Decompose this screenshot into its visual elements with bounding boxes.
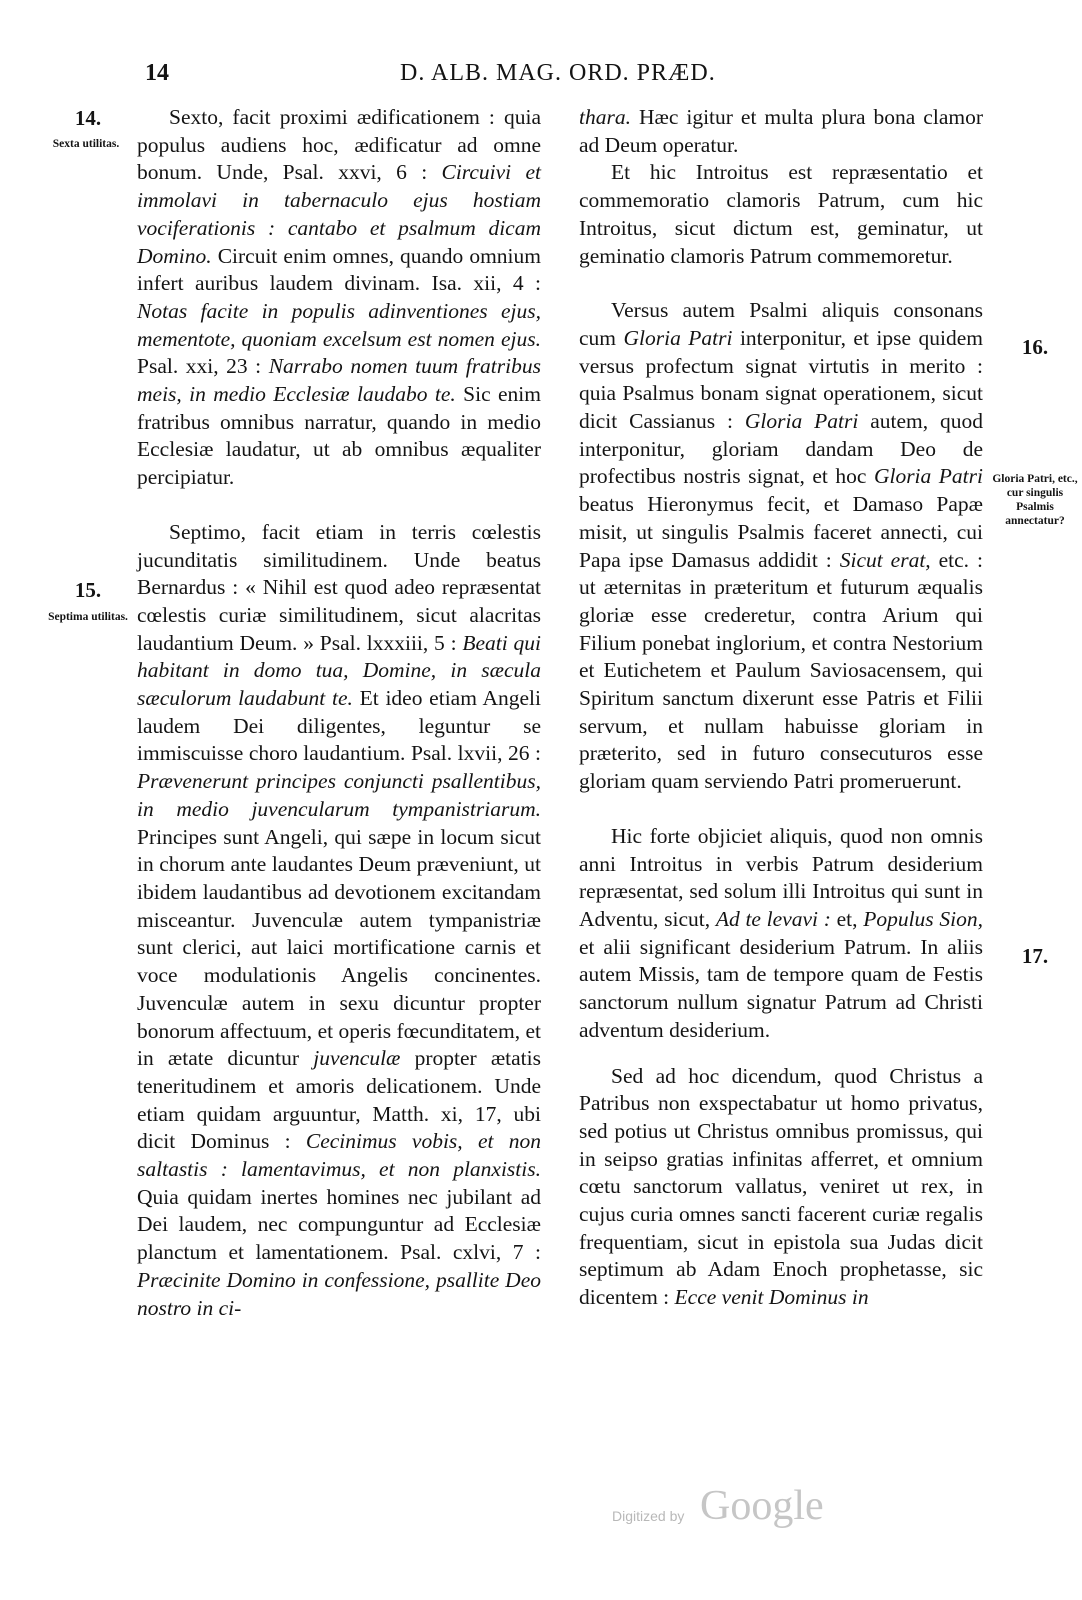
text-run: Septimo, facit etiam in terris cœlestis jucunditatis similitudinem. Unde beatus Bernardus : « Nihil est quod adeo repræsentat cœlestis curiæ similitudinem, sicut alacritas laudantium Deum. » Psal. lxxxiii, 5 : bbox=[137, 519, 541, 655]
paragraph-gap bbox=[579, 796, 983, 823]
digitized-by-label: Digitized by bbox=[612, 1508, 685, 1524]
paragraph-septimo bbox=[137, 519, 541, 1322]
digitized-watermark bbox=[612, 1482, 872, 1532]
quotation: Notas facite in populis adinventiones ejus, mementote, quoniam excelsum est nomen ejus. bbox=[137, 298, 541, 351]
quotation: Circuivi et immolavi in tabernaculo ejus hostiam vociferationis : cantabo et psalmum dicam Domino. bbox=[137, 160, 541, 268]
text-run: Sed ad hoc dicendum, quod Christus a Patribus non exspectabatur ut homo privatus, sed potius ut Christus omnibus promissus, qui in seipso gratias infinitas afferret, et omnium cœtu sanctorum vallatus, veniret ut rex, in cujus curia omnes sancti facerent curiæ regalis frequentiam, sicut in epistola sua Judas dicit septimum ab Adam Enoch prophetasse, sic dicentem : bbox=[579, 1063, 983, 1310]
paragraph-continuation bbox=[579, 104, 983, 159]
quotation: Prævenerunt principes conjuncti psallentibus, in medio juvencularum tympanistriarum. bbox=[137, 769, 541, 821]
quotation: Gloria Patri bbox=[623, 325, 733, 350]
paragraph-gap bbox=[137, 492, 541, 519]
text-run: Psal. xxi, 23 : bbox=[137, 354, 269, 379]
text-run: interponitur, et ipse quidem versus profectum signat virtutis in merito : quia Psalmus bonam signat operationem, sicut dicit Cassianus : bbox=[579, 325, 983, 434]
margin-note-sexta-utilitas: Sexta utilitas. bbox=[52, 138, 120, 150]
quotation: Gloria Patri bbox=[744, 409, 859, 434]
text-run: Et ideo etiam Angeli laudem Dei diligentes, leguntur se immiscuisse choro laudantium. Psal. lxvii, 26 : bbox=[137, 686, 541, 766]
paragraph-responsio bbox=[579, 1063, 983, 1312]
margin-note-gloria-patri: Gloria Patri, etc., cur singulis Psalmis annectatur? bbox=[992, 473, 1078, 527]
paragraph-objiciet bbox=[579, 823, 983, 1045]
paragraph-gap bbox=[579, 1045, 983, 1063]
text-run: Principes sunt Angeli, qui sæpe in locum sicut in chorum ante laudantes Deum præveniunt, ut ibidem laudantibus ad devotionem excitandam misceantur. Juvenculæ autem tympanistriæ sunt clerici, aut laici mortificatione carnis et voce modulationis Angelis concinentes. Juvenculæ autem in sexu dicuntur propter bonorum affectuum, et operis fœcunditatem, et in ætate dicuntur bbox=[137, 824, 541, 1071]
paragraph-versus bbox=[579, 297, 983, 796]
section-number-17: 17. bbox=[1021, 944, 1049, 968]
text-run: Circuit enim omnes, quando omnium infert auribus laudem divinam. Isa. xii, 4 : bbox=[137, 243, 541, 296]
text-run: Quia quidam inertes homines nec jubilant ad Dei laudem, nec compunguntur ad Ecclesiæ planctum et lamentationem. Psal. cxlvi, 7 : bbox=[137, 1184, 541, 1265]
quotation: Ad te levavi : bbox=[715, 906, 831, 931]
text-run: Hæc igitur et multa plura bona clamor ad Deum operatur. bbox=[579, 105, 983, 157]
margin-note-septima-utilitas: Septima utilitas. bbox=[48, 611, 128, 623]
section-number-14: 14. bbox=[74, 106, 102, 130]
quotation: Ecce venit Dominus in bbox=[674, 1285, 869, 1310]
quotation: Beati qui habitant in domo tua, Domine, in sæcula sæculorum laudabunt te. bbox=[137, 630, 541, 711]
section-number-16: 16. bbox=[1021, 335, 1049, 359]
paragraph-gap bbox=[579, 270, 983, 297]
text-run: autem, quod interponitur, gloriam dandam Deo de profectibus nostris signat, et hoc bbox=[579, 409, 983, 489]
running-header bbox=[0, 58, 1082, 98]
section-number-15: 15. bbox=[74, 578, 102, 602]
quotation: juvenculæ bbox=[313, 1046, 401, 1071]
text-run: beatus Hieronymus fecit, et Damaso Papæ misit, ut singulis Psalmis faceret annecti, cui Papa ipse Damasus addidit : bbox=[579, 492, 983, 572]
text-run: et, bbox=[830, 906, 864, 931]
text-run: Sexto, facit proximi ædificationem : quia populus audiens hoc, ædificatur ad omne bonum. Unde, Psal. xxvi, 6 : bbox=[137, 105, 541, 185]
paragraph-introitus: Et hic Introitus est repræsentatio et commemoratio clamoris Patrum, cum hic Introitus, sicut dictum est, geminatur, ut geminatio clamoris Patrum commemoretur. bbox=[579, 160, 983, 268]
right-column bbox=[579, 104, 983, 1312]
quotation: Populus Sion, bbox=[863, 906, 983, 931]
quotation: Gloria Patri bbox=[873, 464, 983, 489]
quotation: Cecinimus vobis, et non saltastis : lamentavimus, et non planxistis. bbox=[137, 1129, 542, 1182]
quotation: Narrabo nomen tuum fratribus meis, in medio Ecclesiæ laudabo te. bbox=[137, 354, 541, 407]
text-run: Hic forte objiciet aliquis, quod non omnis anni Introitus in verbis Patrum desiderium repræsentat, sed solum illi Introitus qui sunt in Adventu, sicut, bbox=[579, 823, 983, 931]
text-run: Sic enim fratribus omnibus narratur, quando in medio Ecclesiæ laudatur, ut ab omnibus æqualiter percipiatur. bbox=[137, 382, 541, 490]
quotation: Præcinite Domino in confessione, psallite Deo nostro in ci- bbox=[137, 1267, 541, 1320]
text-run: et alii significant desiderium Patrum. In aliis autem Missis, tam de tempore quam de Festis sanctorum nullum signatur Patrum ad Christi adventum desiderium. bbox=[579, 934, 983, 1042]
text-run: etc. : ut æternitas in præteritum et futurum æqualis gloriæ esse crederetur, contra Arium qui Filium ponebat inglorium, et contra Nestorium et Eutichetem et Paulum Saviosacensem, qui Spiritum sanctum dixerunt esse Patris et Filii servum, et nullam habuisse gloriam in præterito, sed in futuro consecuturos esse gloriam quam serviendo Patri promeruerunt. bbox=[579, 547, 983, 794]
text-run: Versus autem Psalmi aliquis consonans cum bbox=[579, 298, 983, 350]
page-number: 14 bbox=[145, 60, 169, 86]
left-column bbox=[137, 104, 541, 1322]
paragraph-sexto bbox=[137, 104, 541, 492]
quotation: Sicut erat, bbox=[839, 547, 931, 572]
quotation: thara. bbox=[579, 105, 631, 129]
text-run: propter ætatis teneritudinem et amoris delicationem. Unde etiam quidam arguuntur, Matth. xi, 17, ubi dicit Dominus : bbox=[137, 1046, 541, 1154]
running-title: D. ALB. MAG. ORD. PRÆD. bbox=[400, 60, 716, 86]
google-logo: Google bbox=[700, 1483, 824, 1529]
